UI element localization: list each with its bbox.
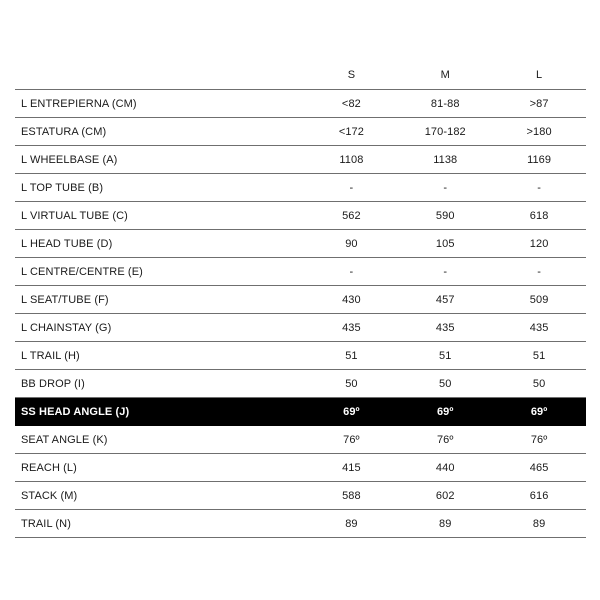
- value-cell-m: 590: [435, 209, 455, 222]
- row-label: L HEAD TUBE (D): [21, 237, 113, 250]
- table-row: [15, 230, 586, 258]
- value-cell-m: 51: [439, 349, 452, 362]
- row-label: STACK (M): [21, 489, 78, 502]
- value-cell-s: 435: [342, 321, 361, 334]
- row-label: L CENTRE/CENTRE (E): [21, 265, 143, 278]
- value-cell-l: 509: [529, 293, 549, 306]
- value-cell-l: -: [537, 181, 541, 194]
- table-row: [15, 314, 586, 342]
- value-cell-l: 616: [529, 489, 549, 502]
- row-label: L SEAT/TUBE (F): [21, 293, 109, 306]
- value-cell-l: 465: [529, 461, 549, 474]
- value-cell-m: 50: [439, 377, 452, 390]
- value-cell-m: 440: [435, 461, 455, 474]
- value-cell-m: 170-182: [424, 125, 466, 138]
- value-cell-l: 76º: [530, 433, 548, 446]
- value-cell-s: <172: [338, 125, 364, 138]
- value-cell-s: 415: [342, 461, 361, 474]
- size-column-s: S: [347, 68, 356, 81]
- value-cell-m: 89: [439, 517, 452, 530]
- row-label: BB DROP (I): [21, 377, 85, 390]
- row-label: TRAIL (N): [21, 517, 71, 530]
- table-row: [15, 146, 586, 174]
- row-label: L TOP TUBE (B): [21, 181, 104, 194]
- size-header-row: [15, 60, 586, 90]
- value-cell-l: 120: [529, 237, 549, 250]
- value-cell-l: 69º: [530, 405, 548, 418]
- table-row: [15, 202, 586, 230]
- table-row-highlighted: [15, 398, 586, 426]
- table-row: [15, 174, 586, 202]
- table-body: [15, 90, 586, 538]
- value-cell-l: >87: [529, 97, 549, 110]
- value-cell-l: 89: [532, 517, 546, 530]
- table-row: [15, 90, 586, 118]
- row-label: L ENTREPIERNA (CM): [21, 97, 137, 110]
- value-cell-s: 90: [345, 237, 358, 250]
- row-label: ESTATURA (CM): [21, 125, 107, 138]
- value-cell-m: -: [443, 265, 448, 278]
- size-column-m: M: [440, 68, 450, 81]
- value-cell-s: 76º: [343, 433, 360, 446]
- row-label: L WHEELBASE (A): [21, 153, 118, 166]
- size-column-l: L: [536, 68, 543, 81]
- value-cell-l: 435: [529, 321, 549, 334]
- value-cell-s: 430: [342, 293, 361, 306]
- value-cell-m: 81-88: [430, 97, 460, 110]
- value-cell-l: -: [537, 265, 541, 278]
- table-row: [15, 342, 586, 370]
- table-row: [15, 426, 586, 454]
- value-cell-s: -: [349, 265, 354, 278]
- row-label: SS HEAD ANGLE (J): [21, 405, 130, 418]
- value-cell-s: 69º: [343, 405, 360, 418]
- value-cell-s: <82: [341, 97, 361, 110]
- row-label: SEAT ANGLE (K): [21, 433, 108, 446]
- value-cell-m: -: [443, 181, 448, 194]
- value-cell-l: >180: [526, 125, 552, 138]
- table-row: [15, 118, 586, 146]
- table-row: [15, 286, 586, 314]
- value-cell-m: 435: [435, 321, 455, 334]
- row-label: L CHAINSTAY (G): [21, 321, 112, 334]
- value-cell-m: 602: [435, 489, 455, 502]
- row-label: REACH (L): [21, 461, 77, 474]
- row-label: L VIRTUAL TUBE (C): [21, 209, 128, 222]
- value-cell-m: 69º: [436, 405, 454, 418]
- value-cell-s: 89: [345, 517, 358, 530]
- value-cell-l: 618: [529, 209, 549, 222]
- table-row: [15, 370, 586, 398]
- value-cell-l: 51: [532, 349, 546, 362]
- geometry-table: [15, 60, 586, 538]
- value-cell-m: 1138: [433, 153, 458, 166]
- value-cell-s: 588: [342, 489, 361, 502]
- value-cell-s: 50: [345, 377, 358, 390]
- table-row: [15, 454, 586, 482]
- value-cell-s: 1108: [339, 153, 364, 166]
- value-cell-l: 1169: [527, 153, 552, 166]
- value-cell-s: 51: [345, 349, 358, 362]
- value-cell-s: 562: [342, 209, 361, 222]
- value-cell-l: 50: [532, 377, 546, 390]
- table-row: [15, 482, 586, 510]
- value-cell-s: -: [349, 181, 354, 194]
- row-label: L TRAIL (H): [21, 349, 80, 362]
- table-row: [15, 510, 586, 538]
- table-row: [15, 258, 586, 286]
- value-cell-m: 105: [435, 237, 455, 250]
- value-cell-m: 457: [435, 293, 455, 306]
- value-cell-m: 76º: [436, 433, 454, 446]
